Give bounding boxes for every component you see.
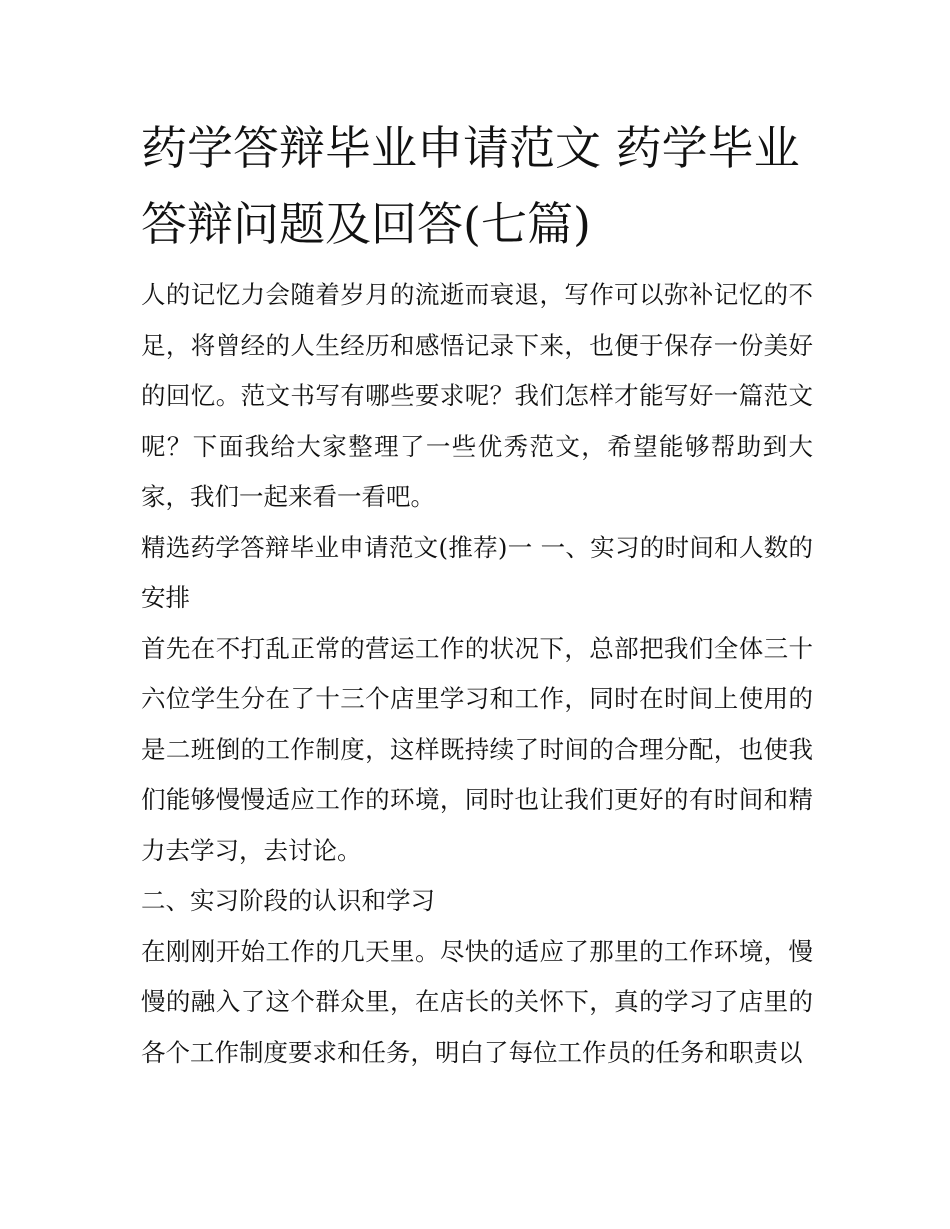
paragraph-section-heading-2: 二、实习阶段的认识和学习 [141, 886, 435, 915]
paragraph-section-heading-1: 精选药学答辩毕业申请范文(推荐)一 一、实习的时间和人数的安排 [141, 532, 813, 612]
paragraph-body-1: 首先在不打乱正常的营运工作的状况下，总部把我们全体三十六位学生分在了十三个店里学习和工作，同时在时间上使用的是二班倒的工作制度，这样既持续了时间的合理分配，也使我们能够慢慢适应工作的环境，同时也让我们更好的有时间和精力去学习，去讨论。 [141, 633, 813, 865]
paragraph-body-2: 在刚刚开始工作的几天里。尽快的适应了那里的工作环境，慢慢的融入了这个群众里，在店长的关怀下，真的学习了店里的各个工作制度要求和任务，明白了每位工作员的任务和职责以 [141, 936, 813, 1067]
paragraph-intro: 人的记忆力会随着岁月的流逝而衰退，写作可以弥补记忆的不足，将曾经的人生经历和感悟记录下来，也便于保存一份美好的回忆。范文书写有哪些要求呢？我们怎样才能写好一篇范文呢？下面我给大家整理了一些优秀范文，希望能够帮助到大家，我们一起来看一看吧。 [141, 280, 813, 511]
document-body [141, 110, 813, 1078]
document-title: 药学答辩毕业申请范文 药学毕业答辩问题及回答(七篇) [141, 121, 800, 251]
